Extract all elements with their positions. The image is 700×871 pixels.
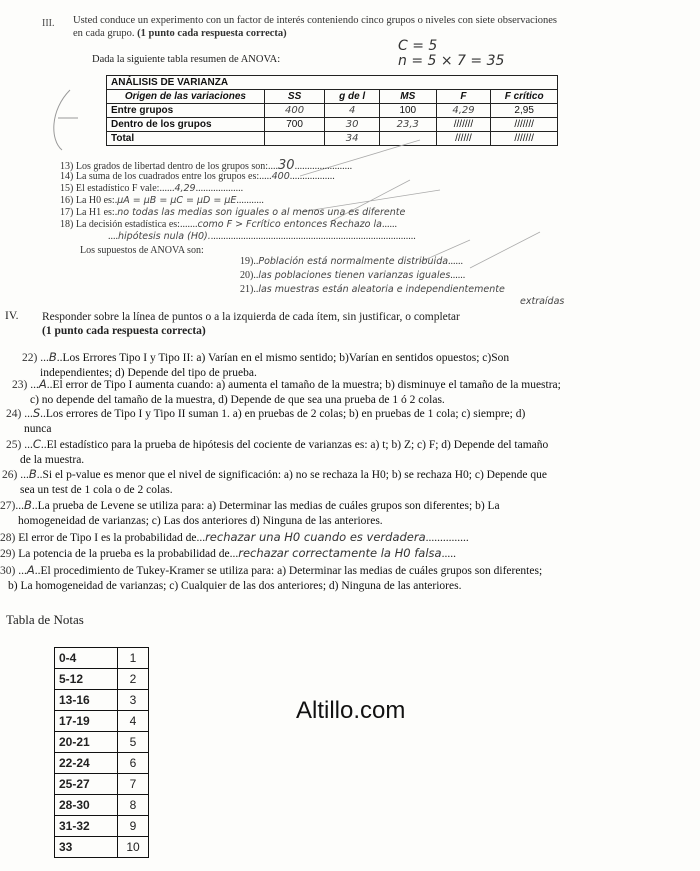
assumption-21-continued <box>520 296 564 307</box>
assumption-20: 20)..las poblaciones tienen varianzas iguales...... <box>240 270 466 281</box>
question-13: 13) Los grados de libertad dentro de los grupos son:....30....................... <box>60 158 353 173</box>
assumptions-label: Los supuestos de ANOVA son: <box>80 245 204 256</box>
notes-title: Tabla de Notas <box>6 612 84 627</box>
notes-range: 28-30 <box>55 795 118 816</box>
item-number: 29) <box>0 548 16 560</box>
anova-df: 4 <box>325 104 380 118</box>
item-answer[interactable]: B <box>28 467 37 481</box>
item-30: 30) ...A..El procedimiento de Tukey-Kramer se utiliza para: a) Determinar las medias de cuáles grupos son diferentes; b) La homogeneidad de varianzas; c) Cualquier de las dos anteriores; d) Ninguna de las anteriores. <box>0 563 543 592</box>
question-18-continued: ....hipótesis nula (H0)................................................................................... <box>108 231 416 242</box>
item-number: 26) <box>2 469 18 481</box>
question-16: 16) La H0 es:.μA = μB = μC = μD = μE........... <box>60 195 264 206</box>
item-answer[interactable]: B <box>23 498 32 512</box>
item-line2: de la muestra. <box>20 454 85 466</box>
anova-ms: 100 <box>379 104 436 118</box>
item-line1: Si el p-value es menor que el nivel de significación: a) no se rechaza la H0; b) se rechaza H0; c) Depende que <box>42 469 547 481</box>
item-answer[interactable]: rechazar correctamente la H0 falsa <box>238 546 442 560</box>
question-answer[interactable]: hipótesis nula (H0). <box>118 231 211 242</box>
notes-range: 17-19 <box>55 711 118 732</box>
item-28: 28) El error de Tipo I es la probabilidad de...rechazar una H0 cuando es verdadera............... <box>0 530 469 544</box>
assumption-21: 21)..las muestras están aleatoria e independientemente <box>240 284 505 295</box>
notes-grade: 6 <box>118 753 149 774</box>
notes-row <box>55 753 149 774</box>
item-answer[interactable]: A <box>38 377 47 391</box>
assumption-answer[interactable]: las poblaciones tienen varianzas iguales <box>258 270 451 281</box>
notes-grade: 3 <box>118 690 149 711</box>
anova-df: 30 <box>325 118 380 132</box>
question-18: 18) La decisión estadística es:.......como F > Fcrítico entonces Rechazo la...... <box>60 219 397 230</box>
question-answer[interactable]: 4,29 <box>174 183 196 194</box>
question-answer[interactable]: μA = μB = μC = μD = μE <box>117 195 237 206</box>
anova-title: ANÁLISIS DE VARIANZA <box>107 76 558 90</box>
item-line1: La potencia de la prueba es la probabilidad de <box>18 548 230 560</box>
question-text: 16) La H0 es: <box>60 195 115 206</box>
item-25: 25) ...C..El estadístico para la prueba de hipótesis del cociente de varianzas es: a) t; b) Z; c) F; d) Depende del tamaño de la muestra. <box>6 437 549 466</box>
notes-grade: 2 <box>118 669 149 690</box>
item-line1: Los errores de Tipo I y Tipo II suman 1. a) en pruebas de 2 colas; b) en pruebas de 1 cola; c) siempre; d) <box>45 408 526 420</box>
notes-grade: 5 <box>118 732 149 753</box>
notes-range: 0-4 <box>55 648 118 669</box>
anova-header: SS <box>264 90 325 104</box>
notes-range: 22-24 <box>55 753 118 774</box>
notes-grade: 9 <box>118 816 149 837</box>
question-text: 15) El estadístico F vale: <box>60 183 160 194</box>
item-number: 22) <box>22 352 38 364</box>
section-4-text: Responder sobre la línea de puntos o a la izquierda de cada ítem, sin justificar, o completar <box>42 311 460 323</box>
question-answer[interactable]: como F > Fcrítico entonces Rechazo la <box>197 219 382 230</box>
item-27: 27)...B..La prueba de Levene se utiliza para: a) Determinar las medias de cuáles grupos son diferentes; b) La homogeneidad de varianzas; c) Las dos anteriores d) Ninguna de las anteriores. <box>0 498 500 527</box>
assumption-number: 19) <box>240 256 254 267</box>
anova-f: 4,29 <box>436 104 491 118</box>
anova-fcrit: /////// <box>491 132 558 146</box>
item-answer[interactable]: C <box>32 437 41 451</box>
notes-range: 20-21 <box>55 732 118 753</box>
item-number: 25) <box>6 439 22 451</box>
notes-row <box>55 774 149 795</box>
item-29: 29) La potencia de la prueba es la probabilidad de...rechazar correctamente la H0 falsa..... <box>0 546 456 560</box>
anova-header: F crítico <box>491 90 558 104</box>
notes-row <box>55 711 149 732</box>
anova-f: /////// <box>436 118 491 132</box>
item-line2: homogeneidad de varianzas; c) Las dos anteriores d) Ninguna de las anteriores. <box>18 515 383 527</box>
item-number: 28) <box>0 532 16 544</box>
question-answer[interactable]: 400 <box>271 171 290 182</box>
section-3-text-line2: en cada grupo. <box>73 28 135 39</box>
item-line2: nunca <box>24 423 52 435</box>
item-line1: El procedimiento de Tukey-Kramer se utiliza para: a) Determinar las medias de cuáles grupos son diferentes; <box>40 565 543 577</box>
assumption-19: 19)..Población está normalmente distribuida...... <box>240 256 464 267</box>
notes-grade: 8 <box>118 795 149 816</box>
anova-ss: 700 <box>264 118 325 132</box>
item-line2: c) no depende del tamaño de la muestra, d) Depende de que sea una prueba de 1 ó 2 colas. <box>30 394 445 406</box>
item-answer[interactable]: rechazar una H0 cuando es verdadera <box>205 530 426 544</box>
question-text: 14) La suma de los cuadrados entre los grupos es: <box>60 171 260 182</box>
item-number: 23) <box>12 379 28 391</box>
item-answer[interactable]: S <box>32 406 41 420</box>
notes-range: 5-12 <box>55 669 118 690</box>
handwritten-c: C = 5 <box>398 38 438 54</box>
section-4-instructions <box>42 310 460 338</box>
notes-grade: 4 <box>118 711 149 732</box>
anova-f: ////// <box>436 132 491 146</box>
notes-table <box>54 647 149 858</box>
item-24: 24) ...S..Los errores de Tipo I y Tipo II suman 1. a) en pruebas de 2 colas; b) en pruebas de 1 cola; c) siempre; d) nunca <box>6 406 526 435</box>
assumption-answer[interactable]: las muestras están aleatoria e independientemente <box>258 284 505 295</box>
notes-range: 13-16 <box>55 690 118 711</box>
item-line1: El error de Tipo I aumenta cuando: a) aumenta el tamaño de la muestra; b) disminuye el tamaño de la muestra; <box>52 379 561 391</box>
anova-row-label: Total <box>107 132 265 146</box>
item-line2: independientes; d) Depende del tipo de prueba. <box>40 367 257 379</box>
item-line2: b) La homogeneidad de varianzas; c) Cualquier de las dos anteriores; d) Ninguna de las anteriores. <box>8 580 462 592</box>
item-22: 22) ...B..Los Errores Tipo I y Tipo II: a) Varían en el mismo sentido; b)Varían en sentidos opuestos; c)Son independientes; d) Depende del tipo de prueba. <box>22 350 510 379</box>
item-line1: Los Errores Tipo I y Tipo II: a) Varían en el mismo sentido; b)Varían en sentidos opuestos; c)Son <box>62 352 510 364</box>
section-3-points: (1 punto cada respuesta correcta) <box>137 28 287 39</box>
item-26: 26) ...B..Si el p-value es menor que el nivel de significación: a) no se rechaza la H0; b) se rechaza H0; c) Depende que sea un test de 1 cola o de 2 colas. <box>2 467 547 496</box>
anova-header: Origen de las variaciones <box>107 90 265 104</box>
anova-intro: Dada la siguiente tabla resumen de ANOVA: <box>92 54 281 65</box>
item-line1: El estadístico para la prueba de hipótesis del cociente de varianzas es: a) t; b) Z; c) F; d) Depende del tamaño <box>46 439 549 451</box>
anova-ms: 23,3 <box>379 118 436 132</box>
notes-grade: 1 <box>118 648 149 669</box>
anova-header: g de l <box>325 90 380 104</box>
notes-row <box>55 669 149 690</box>
assumption-answer[interactable]: Población está normalmente distribuida <box>258 256 449 267</box>
question-text: 18) La decisión estadística es: <box>60 219 180 230</box>
handwritten-n: n = 5 × 7 = 35 <box>398 53 505 69</box>
notes-row <box>55 648 149 669</box>
notes-row <box>55 690 149 711</box>
notes-range: 33 <box>55 837 118 858</box>
item-23: 23) ...A..El error de Tipo I aumenta cuando: a) aumenta el tamaño de la muestra; b) disminuye el tamaño de la muestra; c) no depende del tamaño de la muestra, d) Depende de que sea una prueba de 1 ó 2 colas. <box>12 377 561 406</box>
question-17: 17) La H1 es:.no todas las medias son iguales o al menos una es diferente <box>60 207 406 218</box>
question-14: 14) La suma de los cuadrados entre los grupos es:.....400.................. <box>60 171 335 182</box>
assumption-number: 21) <box>240 284 254 295</box>
anova-header: MS <box>379 90 436 104</box>
notes-range: 25-27 <box>55 774 118 795</box>
notes-range: 31-32 <box>55 816 118 837</box>
anova-row-label: Dentro de los grupos <box>107 118 265 132</box>
notes-grade: 10 <box>118 837 149 858</box>
section-4-number: IV. <box>5 310 19 322</box>
anova-row-label: Entre grupos <box>107 104 265 118</box>
item-line1: La prueba de Levene se utiliza para: a) Determinar las medias de cuáles grupos son diferentes; b) La <box>37 500 500 512</box>
question-answer[interactable]: 30 <box>278 158 295 173</box>
question-text: 13) Los grados de libertad dentro de los grupos son: <box>60 161 269 172</box>
anova-fcrit: 2,95 <box>491 104 558 118</box>
anova-ss: 400 <box>264 104 325 118</box>
notes-row <box>55 816 149 837</box>
watermark-logo: Altillo.com <box>296 697 406 724</box>
anova-df: 34 <box>325 132 380 146</box>
assumption-number: 20) <box>240 270 254 281</box>
notes-row <box>55 837 149 858</box>
notes-row <box>55 732 149 753</box>
question-answer[interactable]: no todas las medias son iguales o al menos una es diferente <box>117 207 406 218</box>
question-text: 17) La H1 es: <box>60 207 115 218</box>
anova-header: F <box>436 90 491 104</box>
item-number: 27) <box>0 500 16 512</box>
item-line2: sea un test de 1 cola o de 2 colas. <box>20 484 173 496</box>
notes-grade: 7 <box>118 774 149 795</box>
item-line1: El error de Tipo I es la probabilidad de <box>18 532 197 544</box>
notes-row <box>55 795 149 816</box>
section-4-points: (1 punto cada respuesta correcta) <box>42 325 206 337</box>
anova-fcrit: /////// <box>491 118 558 132</box>
item-answer[interactable]: A <box>26 563 35 577</box>
section-3-text-line1: Usted conduce un experimento con un factor de interés conteniendo cinco grupos o niveles con siete observaciones <box>73 15 558 26</box>
section-3-number: III. <box>42 18 55 29</box>
item-number: 24) <box>6 408 22 420</box>
assumption-answer[interactable]: extraídas <box>520 296 565 307</box>
item-answer[interactable]: B <box>48 350 57 364</box>
item-number: 30) <box>0 565 16 577</box>
question-15: 15) El estadístico F vale:......4,29................... <box>60 183 244 194</box>
